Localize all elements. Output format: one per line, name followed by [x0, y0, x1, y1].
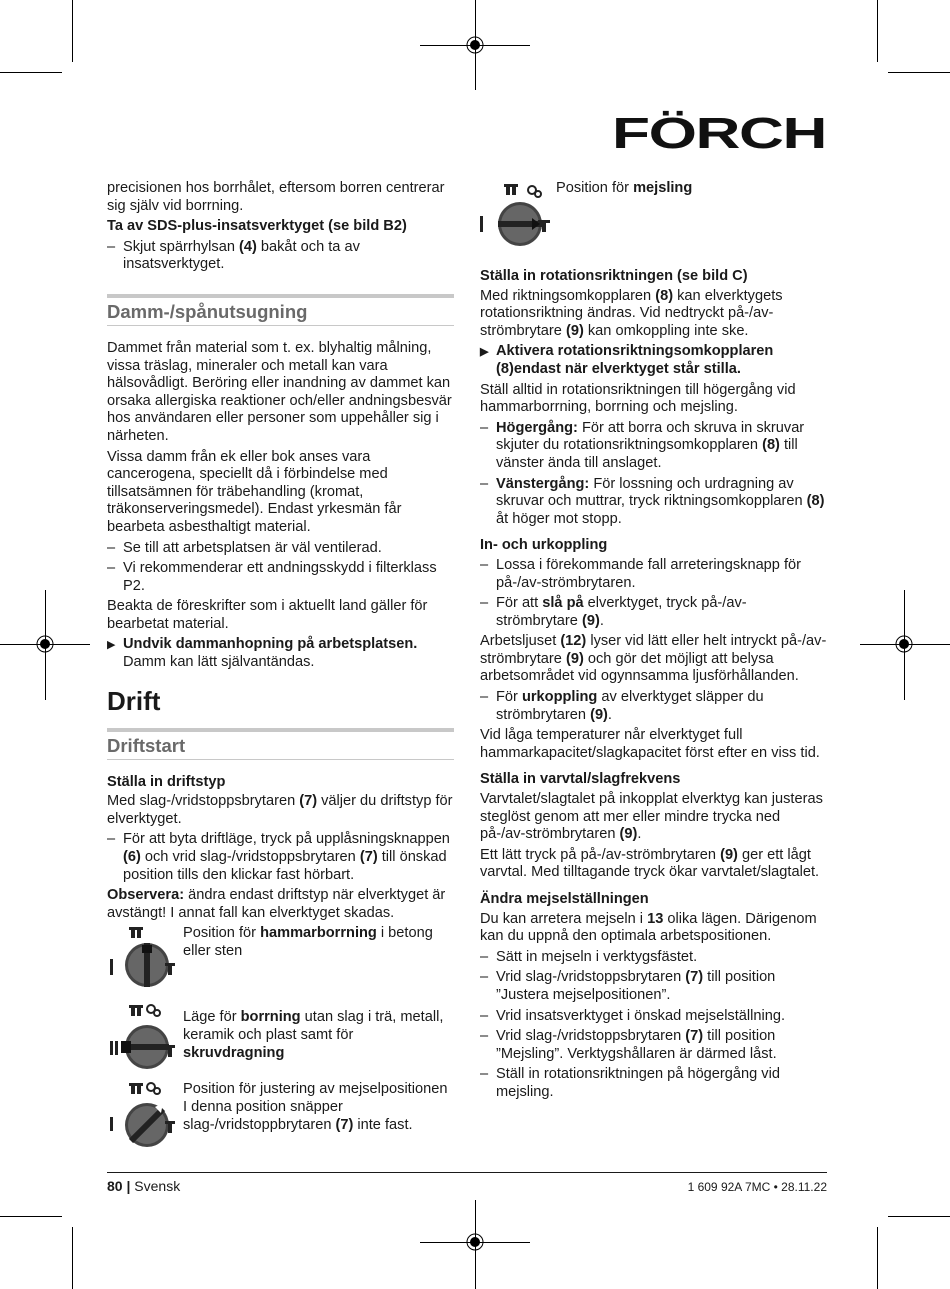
- dust-paragraph: Dammet från material som t. ex. blyhaltig målning, vissa träslag, mineraler och metall kan vara hälsovådligt. Beröring eller inandning av dammet kan orsaka allergiska reaktioner och/eller andningsbesvär hos användaren eller personer som uppehåller sig i närheten.: [107, 339, 452, 444]
- note-paragraph: Observera: ändra endast driftstyp när elverktyget är avstängt! I annat fall kan elverktyget skadas.: [107, 887, 446, 921]
- onoff-paragraph: Vid låga temperaturer når elverktyget full hammarkapacitet/slagkapacitet först efter en viss tid.: [480, 727, 820, 761]
- page-footer: [107, 1172, 827, 1194]
- brand-logo: [612, 100, 826, 162]
- crop-mark: [877, 0, 878, 62]
- list-item: – Vrid slag-/vridstoppsbrytaren (7) till position ”Justera mejselpositionen”.: [480, 969, 827, 1004]
- dust-paragraph: Beakta de föreskrifter som i aktuellt land gäller för bearbetat material.: [107, 598, 428, 632]
- dust-paragraph: Vissa damm från ek eller bok anses vara cancerogena, speciellt då i förbindelse med tillsatsämnen för träbehandling (kromat, träkonserveringsmedel). Endast yrkesmän får bearbeta asbesthaltigt material.: [107, 448, 402, 535]
- crop-mark: [877, 1227, 878, 1289]
- document-code: 1 609 92A 7MC • 28.11.22: [687, 1180, 827, 1194]
- mode-row-chisel: [480, 180, 827, 254]
- mode-description: Position för hammarborrning i betong eller sten: [183, 925, 433, 959]
- list-item: – Skjut spärrhylsan (4) bakåt och ta av insatsverktyget.: [107, 239, 454, 274]
- chapter-title-drift: Drift: [107, 685, 161, 716]
- section-title-driftstart: Driftstart: [107, 728, 454, 760]
- mode-description: Position för justering av mejselpositionen I denna position snäpper slag-/vridstoppbrytaren (7) inte fast.: [183, 1081, 448, 1133]
- list-item: – För urkoppling av elverktyget släpper du strömbrytaren (9).: [480, 689, 827, 724]
- left-column: [107, 180, 454, 1159]
- mode-selector-chisel-icon: [480, 180, 556, 254]
- mode-row-hammer: [107, 925, 454, 999]
- list-item: – Vrid insatsverktyget i önskad mejselställning.: [480, 1008, 827, 1026]
- mode-selector-chisel-adjust-icon: [107, 1081, 183, 1155]
- list-item: – Högergång: För att borra och skruva in skruvar skjuter du rotationsriktningsomkopplaren (8) till vänster ända till anslaget.: [480, 420, 827, 473]
- onoff-paragraph: Arbetsljuset (12) lyser vid lätt eller helt intryckt på-/av-strömbrytare (9) och gör det möjligt att belysa arbetsområdet vid ogynnsamma ljusförhållanden.: [480, 633, 827, 685]
- list-item: – Lossa i förekommande fall arreteringsknapp för på-/av-strömbrytaren.: [480, 557, 827, 592]
- crop-mark: [888, 72, 950, 73]
- intro-text: precisionen hos borrhålet, eftersom borren centrerar sig själv vid borrning.: [107, 180, 445, 214]
- list-item: – Ställ in rotationsriktningen på högergång vid mejsling.: [480, 1066, 827, 1101]
- mode-row-chisel-adjust: [107, 1081, 454, 1155]
- mode-description: Läge för borrning utan slag i trä, metall, keramik och plast samt för skruvdragning: [183, 1009, 444, 1061]
- right-column: [480, 180, 827, 1105]
- registration-mark-icon: [894, 634, 914, 654]
- mode-paragraph: Med slag-/vridstoppsbrytaren (7) väljer du driftstyp för elverktyget.: [107, 793, 453, 827]
- speed-heading: Ställa in varvtal/slagfrekvens: [480, 771, 681, 788]
- crop-mark: [72, 1227, 73, 1289]
- mode-heading: Ställa in driftstyp: [107, 773, 226, 790]
- registration-mark-icon: [35, 634, 55, 654]
- mode-selector-drilling-icon: [107, 1003, 183, 1077]
- list-item: – Vi rekommenderar ett andningsskydd i filterklass P2.: [107, 560, 454, 595]
- section-title-dust: Damm-/spånutsugning: [107, 294, 454, 326]
- mode-row-drill: [107, 1003, 454, 1077]
- rotation-paragraph: Ställ alltid in rotationsriktningen till högergång vid hammarborrning, borrning och mejsling.: [480, 381, 796, 416]
- crop-mark: [72, 0, 73, 62]
- svg-text:FÖRCH: FÖRCH: [612, 109, 826, 158]
- crop-mark: [888, 1216, 950, 1217]
- page-number: 80 | Svensk: [107, 1178, 181, 1194]
- list-item: – Vrid slag-/vridstoppsbrytaren (7) till position ”Mejsling”. Verktygshållaren är därmed låst.: [480, 1028, 827, 1063]
- rotation-heading: Ställa in rotationsriktningen (se bild C): [480, 268, 748, 284]
- onoff-heading: In- och urkoppling: [480, 537, 608, 554]
- speed-paragraph: Ett lätt tryck på på-/av-strömbrytaren (9) ger ett lågt varvtal. Med tilltagande tryck ökar varvtalet/slagtalet.: [480, 846, 820, 881]
- crop-mark: [0, 72, 62, 73]
- mode-description: Position för mejsling: [556, 180, 693, 196]
- warning-item: ▶ Aktivera rotationsriktningsomkopplaren (8)endast när elverktyget står stilla.: [480, 343, 827, 378]
- list-item: – Se till att arbetsplatsen är väl ventilerad.: [107, 540, 454, 558]
- rotation-paragraph: Med riktningsomkopplaren (8) kan elverktygets rotationsriktning ändras. Vid nedtryckt på-/av-strömbrytare (9) kan omkoppling inte ske.: [480, 287, 783, 339]
- list-item: – För att slå på elverktyget, tryck på-/av-strömbrytare (9).: [480, 595, 827, 630]
- registration-mark-icon: [465, 1232, 485, 1252]
- mode-selector-hammer-drill-icon: [107, 925, 183, 999]
- crop-mark: [0, 1216, 62, 1217]
- remove-heading: Ta av SDS-plus-insatsverktyget (se bild B2): [107, 218, 407, 235]
- list-item: – Vänstergång: För lossning och urdragning av skruvar och muttrar, tryck riktningsomkopplaren (8) åt höger mot stopp.: [480, 476, 827, 529]
- chisel-heading: Ändra mejselställningen: [480, 891, 649, 907]
- list-item: – Sätt in mejseln i verktygsfästet.: [480, 949, 827, 967]
- list-item: – För att byta driftläge, tryck på upplåsningsknappen (6) och vrid slag-/vridstoppsbrytaren (7) till önskad position tills den klickar fast hörbart.: [107, 831, 454, 884]
- warning-item: ▶ Undvik dammanhopning på arbetsplatsen. Damm kan lätt självantändas.: [107, 636, 454, 671]
- speed-paragraph: Varvtalet/slagtalet på inkopplat elverktyg kan justeras steglöst genom att mer eller mindre trycka ned på-/av-strömbrytaren (9).: [480, 791, 823, 843]
- registration-mark-icon: [465, 35, 485, 55]
- chisel-paragraph: Du kan arretera mejseln i 13 olika lägen. Därigenom kan du uppnå den optimala arbetspositionen.: [480, 910, 817, 945]
